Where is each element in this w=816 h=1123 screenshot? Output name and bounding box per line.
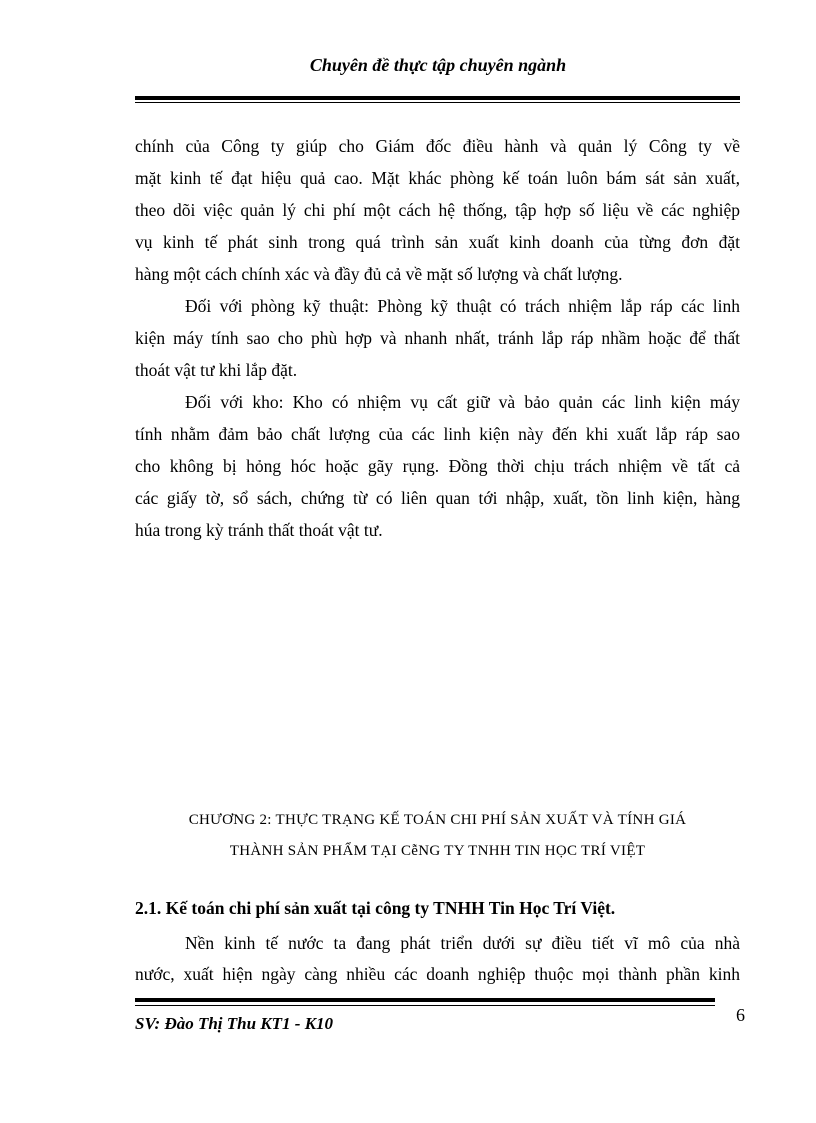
text-line: chính của Công ty giúp cho Giám đốc điều hành và quản lý Công ty về bbox=[135, 136, 740, 156]
text-line: mặt kinh tế đạt hiệu quả cao. Mặt khác phòng kế toán luôn bám sát sản xuất, bbox=[135, 168, 740, 188]
footer-rule-thin bbox=[135, 1005, 715, 1006]
footer-author: SV: Đào Thị Thu KT1 - K10 bbox=[135, 1014, 334, 1033]
text-line: theo dõi việc quản lý chi phí một cách hệ thống, tập hợp số liệu về các nghiệp bbox=[135, 200, 740, 220]
chapter-heading bbox=[135, 805, 740, 867]
chapter-heading-line2: THÀNH SẢN PHẨM TẠI CễNG TY TNHH TIN HỌC TRÍ VIỆT bbox=[229, 843, 646, 859]
text-line: vụ kinh tế phát sinh trong quá trình sản xuất kinh doanh của từng đơn đặt bbox=[135, 232, 740, 252]
text-line: các giấy tờ, sổ sách, chứng từ có liên quan tới nhập, xuất, tồn linh kiện, hàng bbox=[135, 488, 740, 508]
text-line: Đối với phòng kỹ thuật: Phòng kỹ thuật có trách nhiệm lắp ráp các linh bbox=[185, 296, 740, 316]
section-body bbox=[135, 928, 740, 990]
footer-rule-thick bbox=[135, 998, 715, 1002]
header-rule-thin bbox=[135, 102, 740, 103]
section-heading: 2.1. Kế toán chi phí sản xuất tại công ty TNHH Tin Học Trí Việt. bbox=[135, 898, 616, 918]
header-rule-thick bbox=[135, 96, 740, 100]
text-line: thoát vật tư khi lắp đặt. bbox=[135, 360, 298, 380]
text-line: hàng một cách chính xác và đầy đủ cả về mặt số lượng và chất lượng. bbox=[135, 264, 623, 284]
chapter-heading-line1: CHƯƠNG 2: THỰC TRẠNG KẾ TOÁN CHI PHÍ SẢN XUẤT VÀ TÍNH GIÁ bbox=[188, 812, 687, 828]
body-text bbox=[135, 130, 740, 546]
text-line: kiện máy tính sao cho phù hợp và nhanh nhất, tránh lắp ráp nhầm hoặc để thất bbox=[135, 328, 740, 348]
text-line: nước, xuất hiện ngày càng nhiều các doanh nghiệp thuộc mọi thành phần kinh bbox=[135, 964, 740, 984]
page-number: 6 bbox=[736, 1005, 745, 1025]
header-title: Chuyên đề thực tập chuyên ngành bbox=[309, 55, 567, 75]
text-line: húa trong kỳ tránh thất thoát vật tư. bbox=[135, 520, 383, 540]
text-line: Nền kinh tế nước ta đang phát triển dưới sự điều tiết vĩ mô của nhà bbox=[185, 933, 740, 953]
text-line: Đối với kho: Kho có nhiệm vụ cất giữ và bảo quản các linh kiện máy bbox=[185, 392, 740, 412]
text-line: tính nhằm đảm bảo chất lượng của các linh kiện này đến khi xuất lắp ráp sao bbox=[135, 424, 740, 444]
text-line: cho không bị hỏng hóc hoặc gãy rụng. Đồng thời chịu trách nhiệm về tất cả bbox=[135, 456, 740, 476]
